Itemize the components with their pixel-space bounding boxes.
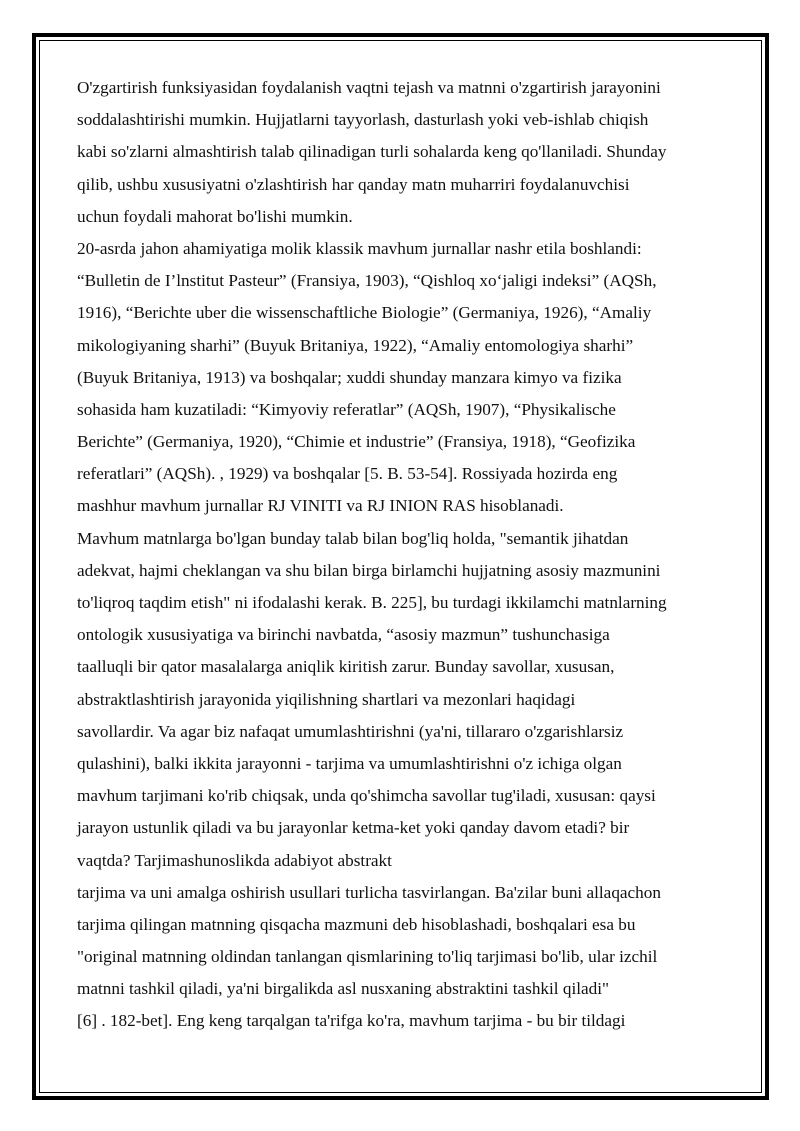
text-line: "original matnning oldindan tanlangan qismlarining to'liq tarjimasi bo'lib, ular izchil (77, 947, 658, 967)
text-line: tarjima va uni amalga oshirish usullari turlicha tasvirlangan. Ba'zilar buni allaqachon (77, 882, 661, 902)
text-line: mashhur mavhum jurnallar RJ VINITI va RJ INION RAS hisoblanadi. (77, 496, 564, 516)
text-line: ontologik xususiyatiga va birinchi navbatda, “asosiy mazmun” tushunchasiga (77, 625, 610, 645)
text-line: 20-asrda jahon ahamiyatiga molik klassik mavhum jurnallar nashr etila boshlandi: (77, 238, 642, 258)
text-line: “Bulletin de I’lnstitut Pasteur” (Fransiya, 1903), “Qishloq xoʻjaligi indeksi” (AQSh, (77, 271, 657, 291)
text-line: matnni tashkil qiladi, ya'ni birgalikda asl nusxaning abstraktini tashkil qiladi" (77, 979, 610, 999)
text-line: Mavhum matnlarga bo'lgan bunday talab bilan bog'liq holda, "semantik jihatdan (77, 528, 629, 548)
text-line: taalluqli bir qator masalalarga aniqlik kiritish zarur. Bunday savollar, xususan, (77, 657, 615, 677)
text-line: vaqtda? Tarjimashunoslikda adabiyot abstrakt (77, 850, 392, 870)
text-line: jarayon ustunlik qiladi va bu jarayonlar ketma-ket yoki qanday davom etadi? bir (77, 818, 630, 838)
text-line: qilib, ushbu xususiyatni o'zlashtirish har qanday matn muharriri foydalanuvchisi (77, 174, 630, 194)
text-line: sohasida ham kuzatiladi: “Kimyoviy referatlar” (AQSh, 1907), “Physikalische (77, 399, 616, 419)
text-line: Berichte” (Germaniya, 1920), “Chimie et industrie” (Fransiya, 1918), “Geofizika (77, 432, 636, 452)
text-line: abstraktlashtirish jarayonida yiqilishning shartlari va mezonlari haqidagi (77, 689, 576, 709)
text-line: mavhum tarjimani ko'rib chiqsak, unda qo'shimcha savollar tug'iladi, xususan: qaysi (77, 786, 656, 806)
text-line: soddalashtirishi mumkin. Hujjatlarni tayyorlash, dasturlash yoki veb-ishlab chiqish (77, 110, 649, 130)
text-line: to'liqroq taqdim etish" ni ifodalashi kerak. B. 225], bu turdagi ikkilamchi matnlarning (77, 593, 667, 612)
text-line: [6] . 182-bet]. Eng keng tarqalgan ta'rifga ko'ra, mavhum tarjima - bu bir tildagi (77, 1011, 626, 1031)
text-line: 1916), “Berichte uber die wissenschaftliche Biologie” (Germaniya, 1926), “Amaliy (77, 303, 652, 323)
text-line: (Buyuk Britaniya, 1913) va boshqalar; xuddi shunday manzara kimyo va fizika (77, 367, 622, 387)
text-line: O'zgartirish funksiyasidan foydalanish vaqtni tejash va matnni o'zgartirish jarayonini (77, 78, 661, 97)
text-line: mikologiyaning sharhi” (Buyuk Britaniya, 1922), “Amaliy entomologiya sharhi” (77, 335, 634, 355)
text-line: uchun foydali mahorat bo'lishi mumkin. (77, 206, 353, 226)
text-line: adekvat, hajmi cheklangan va shu bilan birga birlamchi hujjatning asosiy mazmunini (77, 560, 661, 580)
document-body (77, 72, 727, 1038)
text-line: kabi so'zlarni almashtirish talab qilinadigan turli sohalarda keng qo'llaniladi. Shunday (77, 142, 667, 162)
text-line: referatlari” (AQSh). , 1929) va boshqalar [5. B. 53-54]. Rossiyada hozirda eng (77, 464, 618, 484)
text-line: savollardir. Va agar biz nafaqat umumlashtirishni (ya'ni, tillararo o'zgarishlarsiz (77, 721, 624, 741)
text-line: qulashini), balki ikkita jarayonni - tarjima va umumlashtirishni o'z ichiga olgan (77, 753, 622, 773)
text-line: tarjima qilingan matnning qisqacha mazmuni deb hisoblashadi, boshqalari esa bu (77, 914, 636, 934)
